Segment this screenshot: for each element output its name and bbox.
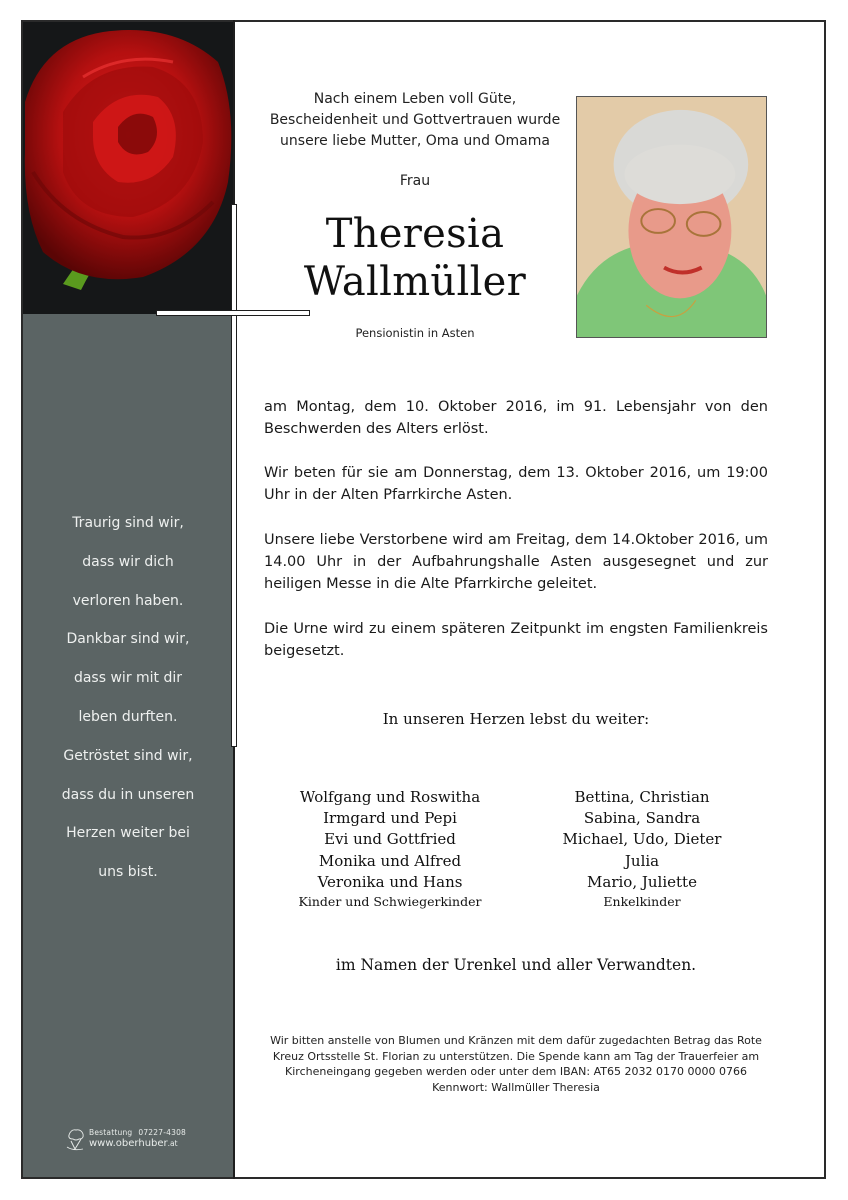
family-name: Wolfgang und Roswitha — [299, 788, 481, 806]
occupation-subtitle: Pensionistin in Asten — [355, 326, 475, 340]
paragraph-death: am Montag, dem 10. Oktober 2016, im 91. Lebensjahr von den Beschwerden des Alters erlöst. — [264, 399, 768, 437]
family-name: Evi und Gottfried — [324, 830, 456, 849]
children-caption: Kinder und Schwiegerkinder — [298, 894, 482, 910]
heart-line: In unseren Herzen lebst du weiter: — [382, 710, 650, 728]
logo-company-line — [89, 1128, 186, 1137]
family-name: Irmgard und Pepi — [323, 809, 457, 828]
logo-website-suffix: .at — [167, 1139, 178, 1148]
children-list — [275, 787, 505, 910]
logo-website-prefix: www.oberhuber — [89, 1138, 168, 1149]
donation-line: Kennwort: Wallmüller Theresia — [432, 1080, 600, 1094]
family-name: Michael, Udo, Dieter — [562, 830, 722, 849]
family-name: Sabina, Sandra — [583, 809, 701, 828]
rose-icon — [23, 22, 233, 314]
poem-line: Dankbar sind wir, — [66, 631, 190, 648]
cross-horizontal-bar — [156, 310, 310, 316]
salutation: Frau — [399, 173, 431, 189]
paragraph-urn: Die Urne wird zu einem späteren Zeitpunkt im engsten Familienkreis beigesetzt. — [264, 621, 768, 659]
poem-line: Getröstet sind wir, — [63, 747, 193, 764]
poem-line: uns bist. — [98, 864, 158, 881]
grandchildren-caption: Enkelkinder — [603, 894, 681, 910]
family-name: Veronika und Hans — [317, 872, 463, 891]
angel-icon — [65, 1127, 87, 1153]
portrait-photo — [576, 96, 767, 338]
person-icon — [577, 97, 766, 337]
poem-line: dass wir mit dir — [73, 670, 183, 687]
cross-vertical-bar — [231, 204, 237, 747]
grandchildren-list — [527, 787, 757, 910]
logo-phone: 07227-4308 — [138, 1128, 187, 1137]
logo-company: Bestattung — [89, 1128, 133, 1137]
intro-line: Bescheidenheit und Gottvertrauen wurde — [269, 112, 561, 128]
paragraph-blessing: Unsere liebe Verstorbene wird am Freitag, dem 14.Oktober 2016, um 14.00 Uhr in der Aufbahrungshalle Asten ausgesegnet und zur heiligen Messe in die Alte Pfarrkirche geleitet. — [264, 532, 768, 592]
logo-website[interactable] — [89, 1138, 178, 1149]
sidebar-panel — [23, 314, 233, 1177]
poem-line: dass du in unseren — [61, 786, 195, 803]
poem-line: leben durften. — [78, 708, 178, 725]
family-name: Bettina, Christian — [574, 788, 710, 806]
poem-line: verloren haben. — [72, 592, 184, 609]
deceased-name — [250, 210, 580, 306]
first-name: Theresia — [325, 211, 505, 257]
donation-line: Kircheneingang gegeben werden oder unter dem IBAN: AT65 2032 0170 0000 0766 — [285, 1065, 747, 1078]
family-name: Mario, Juliette — [587, 872, 697, 891]
intro-line: Nach einem Leben voll Güte, — [313, 91, 517, 107]
rose-image — [23, 22, 233, 314]
paragraph-prayer: Wir beten für sie am Donnerstag, dem 13. Oktober 2016, um 19:00 Uhr in der Alten Pfarrkirche Asten. — [264, 465, 768, 503]
left-column — [21, 20, 235, 1179]
funeral-home-logo — [63, 1127, 193, 1155]
family-name: Monika und Alfred — [318, 851, 462, 870]
intro-text — [250, 89, 580, 152]
poem-line: Herzen weiter bei — [66, 825, 190, 842]
intro-line: unsere liebe Mutter, Oma und Omama — [280, 133, 550, 149]
sidebar-poem — [23, 513, 233, 901]
donation-line: Kreuz Ortsstelle St. Florian zu unterstützen. Die Spende kann am Tag der Trauerfeier am — [272, 1049, 760, 1063]
last-name: Wallmüller — [303, 259, 527, 305]
donation-line: Wir bitten anstelle von Blumen und Kränzen mit dem dafür zugedachten Betrag das Rote — [270, 1034, 762, 1047]
poem-line: dass wir dich — [82, 553, 174, 570]
family-name: Julia — [624, 851, 660, 870]
donation-note — [258, 1033, 774, 1095]
poem-line: Traurig sind wir, — [72, 515, 184, 531]
closing-line: im Namen der Urenkel und aller Verwandten. — [335, 956, 697, 974]
